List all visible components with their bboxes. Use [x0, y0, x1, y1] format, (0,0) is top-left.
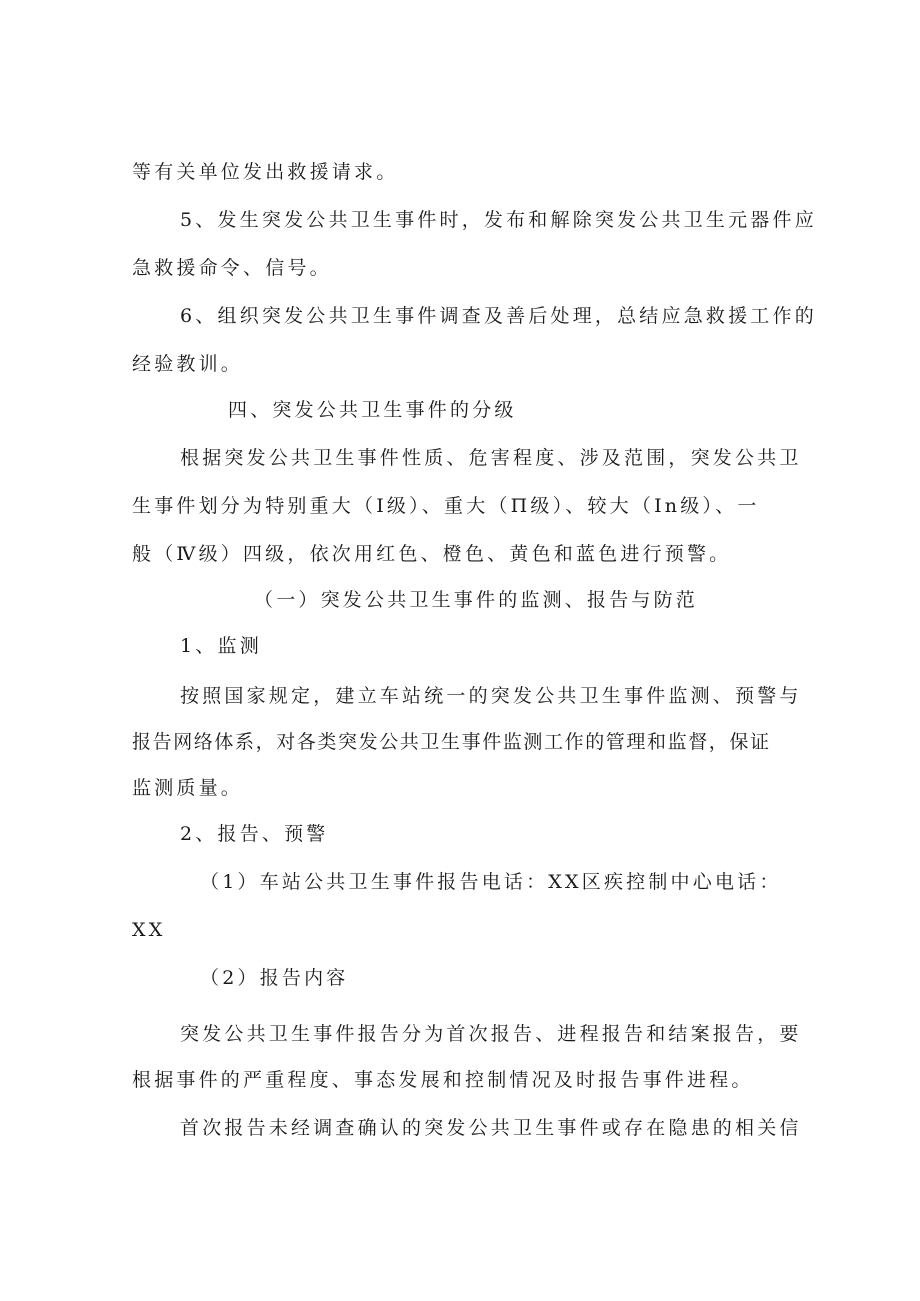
paragraph-line: XX — [132, 919, 166, 941]
paragraph-line: 突发公共卫生事件报告分为首次报告、进程报告和结案报告，要 — [180, 1023, 802, 1045]
paragraph-line: 按照国家规定，建立车站统一的突发公共卫生事件监测、预警与 — [180, 685, 802, 707]
paragraph-line: 经验教训。 — [132, 353, 244, 375]
paragraph-line: 急救援命令、信号。 — [132, 257, 332, 279]
paragraph-line: 生事件划分为特别重大（Ⅰ级）、重大（Π级）、较大（In级）、一 — [132, 495, 760, 517]
paragraph-line: 等有关单位发出救援请求。 — [132, 161, 399, 183]
paragraph-line: （1）车站公共卫生事件报告电话：XX区疾控制中心电话： — [200, 871, 782, 893]
item-heading: （2）报告内容 — [200, 967, 349, 989]
paragraph-line: 般（Ⅳ级）四级，依次用红色、橙色、黄色和蓝色进行预警。 — [132, 543, 732, 565]
paragraph-line: 5、发生突发公共卫生事件时，发布和解除突发公共卫生元器件应 — [180, 209, 817, 231]
paragraph-line: 首次报告未经调查确认的突发公共卫生事件或存在隐患的相关信 — [180, 1117, 802, 1139]
item-heading: 2、报告、预警 — [180, 823, 329, 845]
paragraph-line: 根据突发公共卫生事件性质、危害程度、涉及范围，突发公共卫 — [180, 447, 802, 469]
paragraph-line: 监测质量。 — [132, 777, 244, 799]
paragraph-line: 6、组织突发公共卫生事件调查及善后处理，总结应急救援工作的 — [180, 305, 817, 327]
item-heading: 1、监测 — [180, 635, 262, 657]
paragraph-line: 根据事件的严重程度、事态发展和控制情况及时报告事件进程。 — [132, 1069, 754, 1091]
section-heading: 四、突发公共卫生事件的分级 — [228, 399, 517, 421]
paragraph-line: 报告网络体系，对各类突发公共卫生事件监测工作的管理和监督，保证 — [132, 731, 771, 753]
subsection-heading: （一）突发公共卫生事件的监测、报告与防范 — [254, 589, 699, 611]
